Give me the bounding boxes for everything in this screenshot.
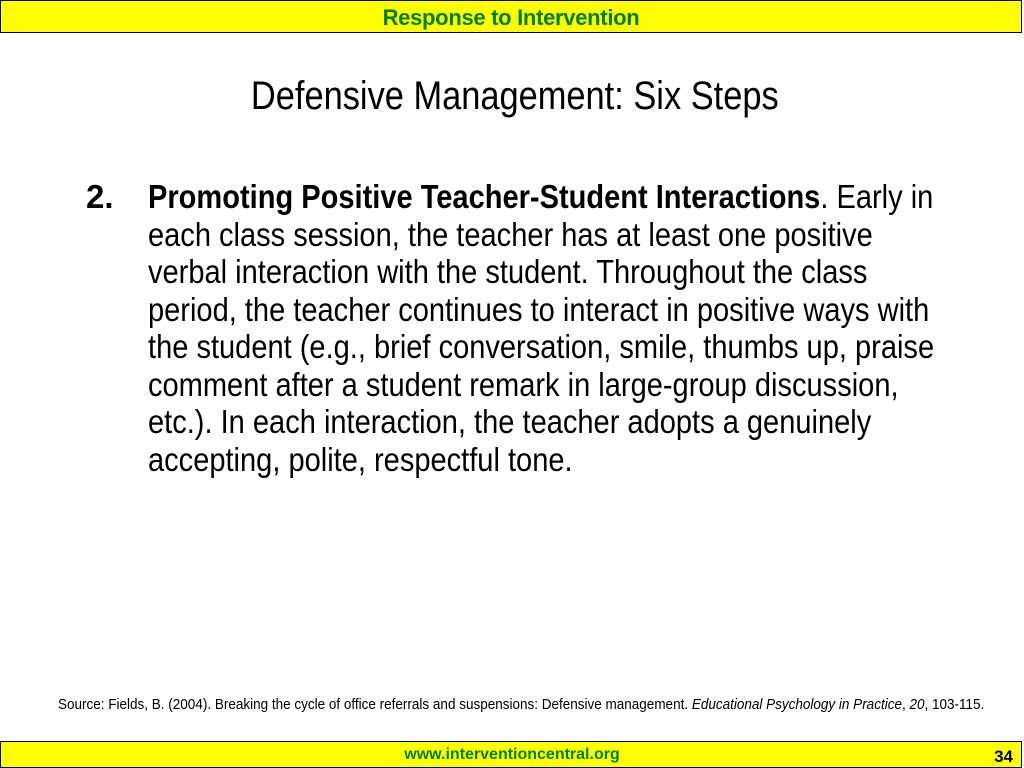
step-heading: Promoting Positive Teacher-Student Interactions	[148, 178, 821, 215]
source-citation	[58, 693, 985, 717]
header-banner-title: Response to Intervention	[382, 5, 640, 30]
source-pages: , 103-115.	[924, 696, 985, 713]
source-volume: 20	[909, 696, 925, 713]
source-journal: Educational Psychology in Practice	[691, 696, 902, 713]
header-banner	[0, 0, 1022, 33]
step-item	[86, 178, 966, 478]
step-number: 2.	[86, 178, 114, 215]
step-text-block	[148, 178, 948, 478]
page-number: 34	[994, 747, 1013, 766]
source-citation-text	[58, 693, 994, 717]
footer-banner	[0, 741, 1022, 768]
slide-title: Defensive Management: Six Steps	[250, 74, 779, 118]
source-prefix: Source: Fields, B. (2004). Breaking the cycle of office referrals and suspensions: Defensive management.	[58, 696, 692, 713]
source-separator: ,	[901, 696, 910, 713]
step-body	[148, 178, 935, 478]
step-description: Early in each class session, the teacher has at least one positive verbal interaction with the student. Throughout the class period, the teacher continues to interact in positive ways with the student (e.g., brief conversation, smile, thumbs up, praise comment after a student remark in large-group discussion, etc.). In each interaction, the teacher adopts a genuinely accepting, polite, respectful tone.	[148, 178, 935, 478]
step-heading-punctuation: .	[820, 178, 829, 215]
footer-url-link[interactable]: www.interventioncentral.org	[404, 746, 620, 763]
